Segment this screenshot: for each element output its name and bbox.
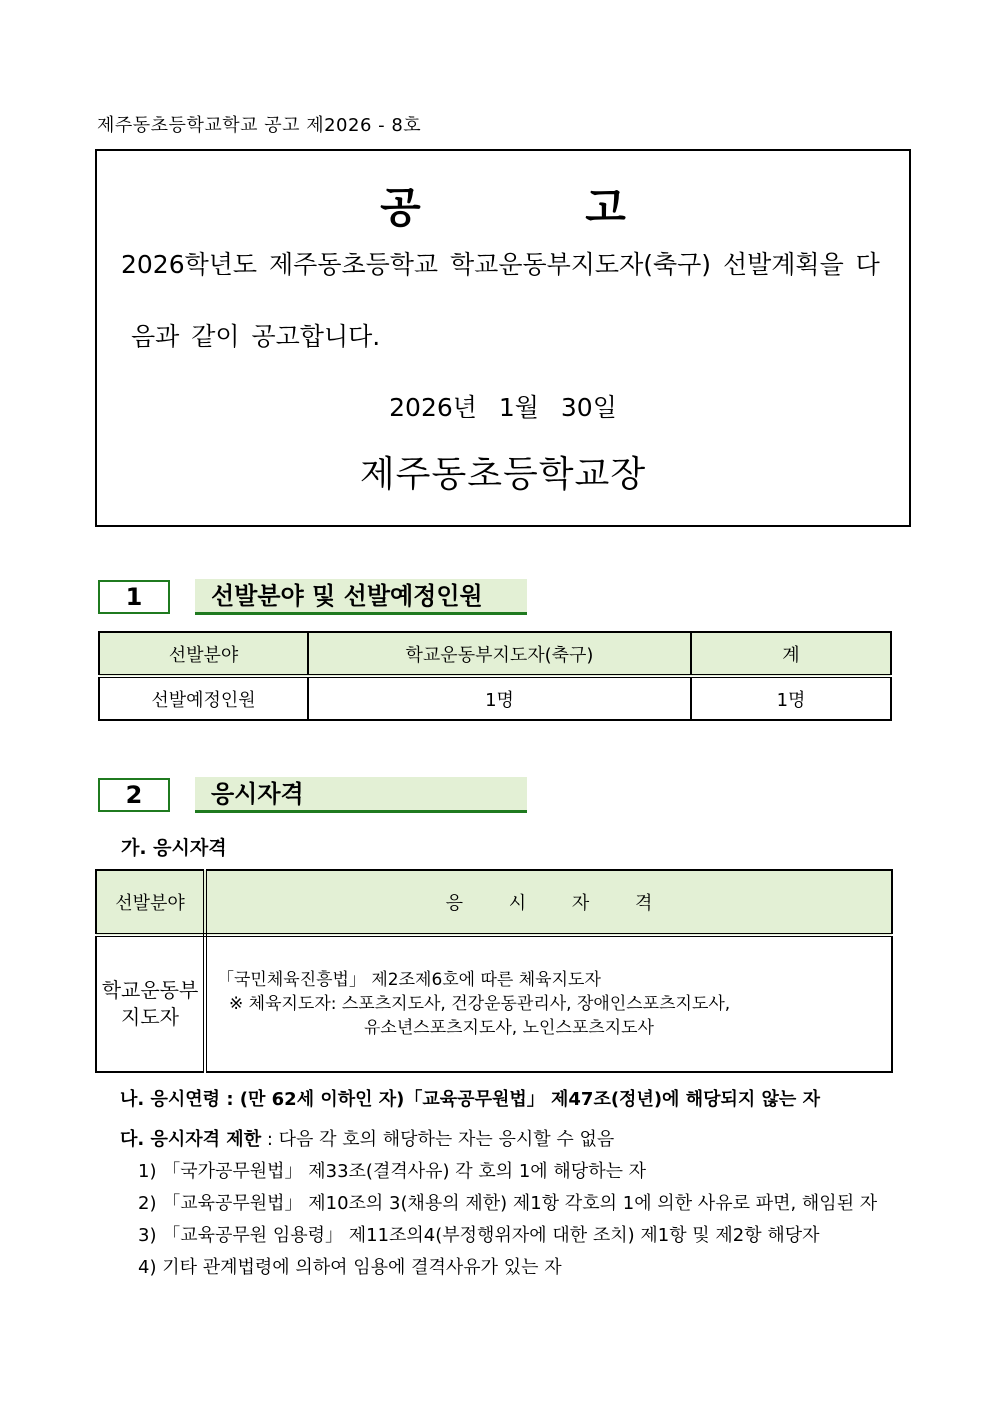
- section2-number: 2: [98, 778, 170, 812]
- subsection-b-label: 나. 응시연령: [120, 1089, 221, 1110]
- qualification-table: [95, 869, 893, 1073]
- restriction-item: 1) 「국가공무원법」 제33조(결격사유) 각 호의 1에 해당하는 자: [138, 1161, 647, 1182]
- qual-line2: ※ 체육지도자: 스포츠지도사, 건강운동관리사, 장애인스포츠지도사,: [229, 994, 731, 1014]
- section1-title: 선발분야 및 선발예정인원: [195, 579, 527, 615]
- notice-body-line1: 2026학년도 제주동초등학교 학교운동부지도자(축구) 선발계획을 다: [121, 250, 880, 279]
- notice-box: [95, 149, 911, 527]
- qual-header-title: 응 시 자 격: [205, 870, 892, 935]
- subsection-c: [120, 1125, 614, 1151]
- qual-field-line2: 지도자: [121, 1005, 179, 1029]
- subsection-c-label: 다. 응시자격 제한: [120, 1129, 262, 1150]
- table-cell-label: 선발예정인원: [99, 676, 308, 720]
- table-cell-total: 1명: [691, 676, 891, 720]
- section2-title: 응시자격: [195, 777, 527, 813]
- qual-header-field: 선발분야: [96, 870, 205, 935]
- qual-field-line1: 학교운동부: [101, 978, 199, 1002]
- restriction-item: 3) 「교육공무원 임용령」 제11조의4(부정행위자에 대한 조치) 제1항 및 제2항 해당자: [138, 1225, 820, 1246]
- notice-signature: 제주동초등학교장: [359, 454, 647, 495]
- subsection-a-title: 가. 응시자격: [121, 837, 227, 859]
- subsection-b: [120, 1085, 820, 1111]
- qual-field-cell: [96, 935, 205, 1072]
- subsection-b-text: : (만 62세 이하인 자)「교육공무원법」 제47조(정년)에 해당되지 않는 자: [220, 1089, 820, 1110]
- notice-reference: 제주동초등학교학교 공고 제2026 - 8호: [97, 115, 422, 136]
- qual-content-cell: [205, 935, 892, 1072]
- notice-title: 공 고: [380, 183, 626, 232]
- subsection-c-text: : 다음 각 호의 해당하는 자는 응시할 수 없음: [261, 1129, 615, 1150]
- table-header-position: 학교운동부지도자(축구): [308, 632, 691, 676]
- qual-line1: 「국민체육진흥법」 제2조제6호에 따른 체육지도자: [217, 970, 601, 990]
- restriction-item: 2) 「교육공무원법」 제10조의 3(채용의 제한) 제1항 각호의 1에 의한 사유로 파면, 해임된 자: [138, 1193, 878, 1214]
- qual-line3: 유소년스포츠지도사, 노인스포츠지도사: [364, 1018, 654, 1038]
- table-header-field: 선발분야: [99, 632, 308, 676]
- restriction-item: 4) 기타 관계법령에 의하여 임용에 결격사유가 있는 자: [138, 1257, 562, 1278]
- table-cell-count: 1명: [308, 676, 691, 720]
- notice-body-line2: 음과 같이 공고합니다.: [131, 322, 381, 351]
- selection-table: [98, 631, 892, 721]
- table-header-total: 계: [691, 632, 891, 676]
- section1-number: 1: [98, 580, 170, 614]
- notice-date: 2026년 1월 30일: [389, 393, 617, 422]
